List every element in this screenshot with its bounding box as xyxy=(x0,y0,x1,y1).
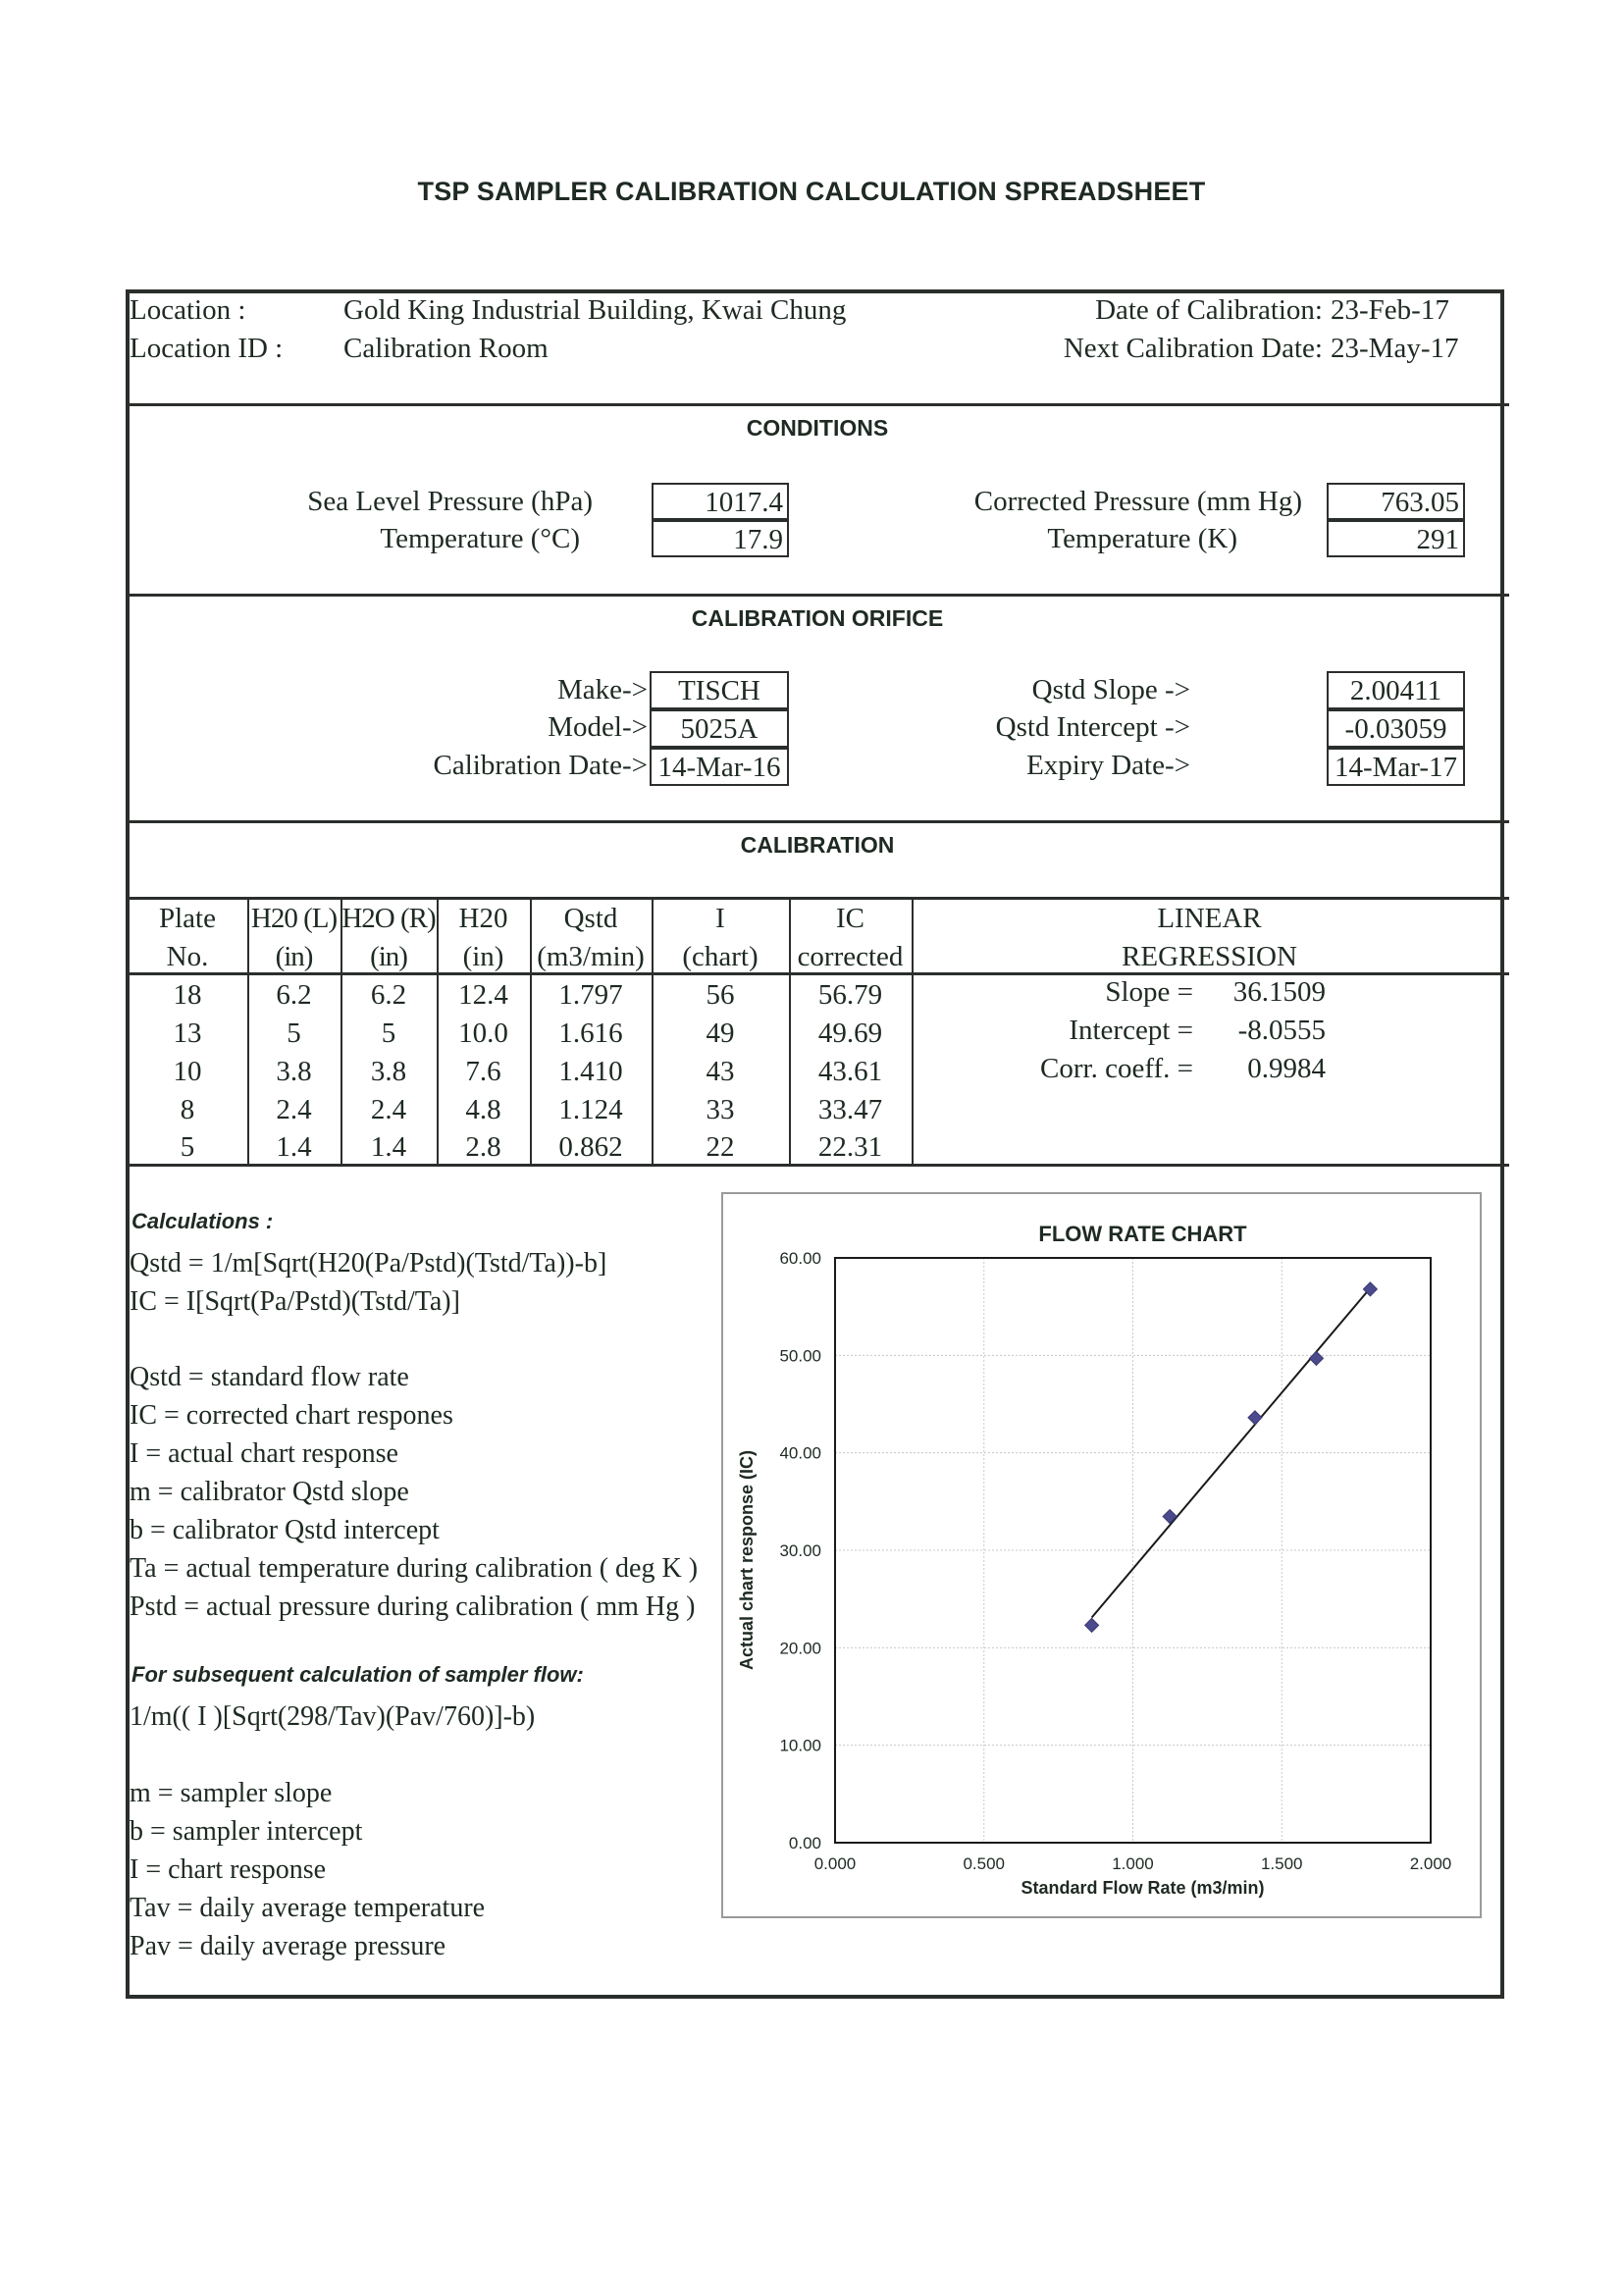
divider xyxy=(126,403,1509,406)
model-label: Model-> xyxy=(548,711,648,743)
cell-ic: 43.61 xyxy=(817,1056,883,1087)
expiry-date-field: 14-Mar-17 xyxy=(1327,748,1465,786)
calibration-date-label: Calibration Date-> xyxy=(433,750,648,781)
definition: b = calibrator Qstd intercept xyxy=(130,1515,440,1545)
cell-qstd: 1.410 xyxy=(558,1056,623,1087)
x-axis-label: Standard Flow Rate (m3/min) xyxy=(1021,1878,1265,1898)
location-id-value: Calibration Room xyxy=(343,333,549,364)
cell-h2o-l: 2.4 xyxy=(276,1094,312,1125)
corrected-pressure-label: Corrected Pressure (mm Hg) xyxy=(973,486,1302,517)
cell-ic: 33.47 xyxy=(817,1094,883,1125)
data-point-diamond-icon xyxy=(1085,1618,1099,1632)
corr-coeff-value: 0.9984 xyxy=(1247,1053,1326,1084)
temperature-k-label: Temperature (K) xyxy=(1047,523,1237,554)
y-axis-label: Actual chart response (IC) xyxy=(737,1449,757,1671)
regression-header: LINEAR REGRESSION xyxy=(1122,903,1297,972)
definition: m = calibrator Qstd slope xyxy=(130,1477,409,1507)
location-id-label: Location ID : xyxy=(130,333,284,364)
x-tick-label: 1.000 xyxy=(1112,1854,1154,1873)
divider xyxy=(126,820,1509,823)
formula-ic: IC = I[Sqrt(Pa/Pstd)(Tstd/Ta)] xyxy=(130,1286,460,1317)
make-field: TISCH xyxy=(650,671,789,709)
expiry-date-label: Expiry Date-> xyxy=(1026,750,1190,781)
definition: b = sampler intercept xyxy=(130,1816,363,1847)
model-field: 5025A xyxy=(650,709,789,748)
date-of-calibration-label: Date of Calibration: xyxy=(1095,294,1323,326)
temperature-c-field: 17.9 xyxy=(652,520,789,557)
definition: Ta = actual temperature during calibration ( deg K ) xyxy=(130,1553,699,1584)
cell-h2o: 10.0 xyxy=(458,1018,508,1049)
x-tick-label: 0.500 xyxy=(963,1854,1006,1873)
cell-h2o: 12.4 xyxy=(458,979,508,1011)
corrected-pressure-field: 763.05 xyxy=(1327,483,1465,520)
column-header: H20 (in) xyxy=(458,903,508,972)
x-tick-label: 1.500 xyxy=(1260,1854,1303,1873)
definition: Qstd = standard flow rate xyxy=(130,1362,409,1392)
qstd-intercept-field: -0.03059 xyxy=(1327,709,1465,748)
column-header: IC corrected xyxy=(797,903,904,972)
cell-qstd: 1.797 xyxy=(558,979,623,1011)
cell-plate: 8 xyxy=(180,1094,195,1125)
cell-h2o-r: 2.4 xyxy=(370,1094,407,1125)
sea-level-pressure-field: 1017.4 xyxy=(652,483,789,520)
cell-h2o-l: 6.2 xyxy=(276,979,312,1011)
subsequent-heading: For subsequent calculation of sampler flow: xyxy=(131,1662,584,1687)
column-header: H2O (R) (in) xyxy=(341,903,436,972)
qstd-slope-field: 2.00411 xyxy=(1327,671,1465,709)
next-calibration-value: 23-May-17 xyxy=(1331,333,1459,364)
y-tick-label: 0.00 xyxy=(788,1834,821,1852)
cell-h2o-l: 1.4 xyxy=(276,1131,312,1163)
y-tick-label: 30.00 xyxy=(779,1541,821,1560)
cell-h2o-l: 3.8 xyxy=(276,1056,312,1087)
conditions-title: CONDITIONS xyxy=(746,415,889,441)
cell-h2o: 4.8 xyxy=(465,1094,501,1125)
orifice-title: CALIBRATION ORIFICE xyxy=(691,605,944,631)
intercept-label: Intercept = xyxy=(1069,1015,1193,1046)
column-header: H20 (L) (in) xyxy=(250,903,338,972)
definition: Tav = daily average temperature xyxy=(130,1893,486,1923)
y-tick-label: 20.00 xyxy=(779,1639,821,1658)
data-point-diamond-icon xyxy=(1248,1411,1262,1425)
calculations-heading: Calculations : xyxy=(131,1209,274,1233)
cell-plate: 18 xyxy=(173,979,202,1011)
definition: Pstd = actual pressure during calibration ( mm Hg ) xyxy=(130,1592,696,1622)
divider xyxy=(126,1164,1509,1167)
definition: m = sampler slope xyxy=(130,1778,333,1808)
cell-h2o-l: 5 xyxy=(287,1018,301,1049)
definition: I = chart response xyxy=(130,1854,327,1885)
formula-qstd: Qstd = 1/m[Sqrt(H20(Pa/Pstd)(Tstd/Ta))-b] xyxy=(130,1248,607,1278)
temperature-k-field: 291 xyxy=(1327,520,1465,557)
page-title: TSP SAMPLER CALIBRATION CALCULATION SPREADSHEET xyxy=(417,177,1206,206)
cell-i: 56 xyxy=(706,979,735,1011)
data-point-diamond-icon xyxy=(1309,1351,1323,1365)
x-tick-label: 2.000 xyxy=(1409,1854,1452,1873)
cell-ic: 49.69 xyxy=(817,1018,883,1049)
make-label: Make-> xyxy=(556,674,648,705)
cell-i: 33 xyxy=(706,1094,735,1125)
qstd-intercept-label: Qstd Intercept -> xyxy=(995,711,1190,743)
subsequent-formula: 1/m(( I )[Sqrt(298/Tav)(Pav/760)]-b) xyxy=(130,1701,536,1732)
cell-i: 43 xyxy=(706,1056,735,1087)
calibration-title: CALIBRATION xyxy=(740,832,895,858)
slope-value: 36.1509 xyxy=(1232,976,1326,1008)
definition: Pav = daily average pressure xyxy=(130,1931,446,1961)
cell-i: 49 xyxy=(706,1018,735,1049)
definition: I = actual chart response xyxy=(130,1438,398,1469)
cell-plate: 5 xyxy=(180,1131,195,1163)
corr-coeff-label: Corr. coeff. = xyxy=(1040,1053,1193,1084)
location-label: Location : xyxy=(130,294,246,326)
intercept-value: -8.0555 xyxy=(1237,1015,1326,1046)
cell-ic: 56.79 xyxy=(817,979,883,1011)
cell-h2o-r: 5 xyxy=(381,1018,396,1049)
cell-ic: 22.31 xyxy=(817,1131,883,1163)
temperature-c-label: Temperature (°C) xyxy=(380,523,580,554)
qstd-slope-label: Qstd Slope -> xyxy=(1031,674,1190,705)
calibration-date-field: 14-Mar-16 xyxy=(650,748,789,786)
y-tick-label: 10.00 xyxy=(779,1736,821,1755)
column-header: Qstd (m3/min) xyxy=(537,903,645,972)
y-tick-label: 60.00 xyxy=(779,1249,821,1268)
flow-rate-chart-plot xyxy=(721,1192,1482,1918)
x-tick-label: 0.000 xyxy=(813,1854,857,1873)
column-header: Plate No. xyxy=(159,903,216,972)
cell-qstd: 0.862 xyxy=(558,1131,623,1163)
chart-title: FLOW RATE CHART xyxy=(1038,1222,1247,1246)
cell-h2o-r: 3.8 xyxy=(370,1056,407,1087)
data-point-diamond-icon xyxy=(1163,1510,1177,1524)
cell-i: 22 xyxy=(706,1131,735,1163)
slope-label: Slope = xyxy=(1105,976,1193,1008)
y-tick-label: 40.00 xyxy=(779,1443,821,1463)
cell-plate: 10 xyxy=(173,1056,202,1087)
cell-h2o: 2.8 xyxy=(465,1131,501,1163)
location-value: Gold King Industrial Building, Kwai Chung xyxy=(343,294,847,326)
cell-h2o: 7.6 xyxy=(465,1056,501,1087)
divider xyxy=(126,594,1509,597)
sea-level-pressure-label: Sea Level Pressure (hPa) xyxy=(307,486,593,517)
y-tick-label: 50.00 xyxy=(779,1346,821,1366)
column-header: I (chart) xyxy=(682,903,759,972)
cell-qstd: 1.616 xyxy=(558,1018,623,1049)
next-calibration-label: Next Calibration Date: xyxy=(1063,333,1323,364)
cell-h2o-r: 1.4 xyxy=(370,1131,407,1163)
cell-h2o-r: 6.2 xyxy=(370,979,407,1011)
cell-qstd: 1.124 xyxy=(558,1094,623,1125)
cell-plate: 13 xyxy=(173,1018,202,1049)
date-of-calibration-value: 23-Feb-17 xyxy=(1331,294,1449,326)
definition: IC = corrected chart respones xyxy=(130,1400,453,1431)
